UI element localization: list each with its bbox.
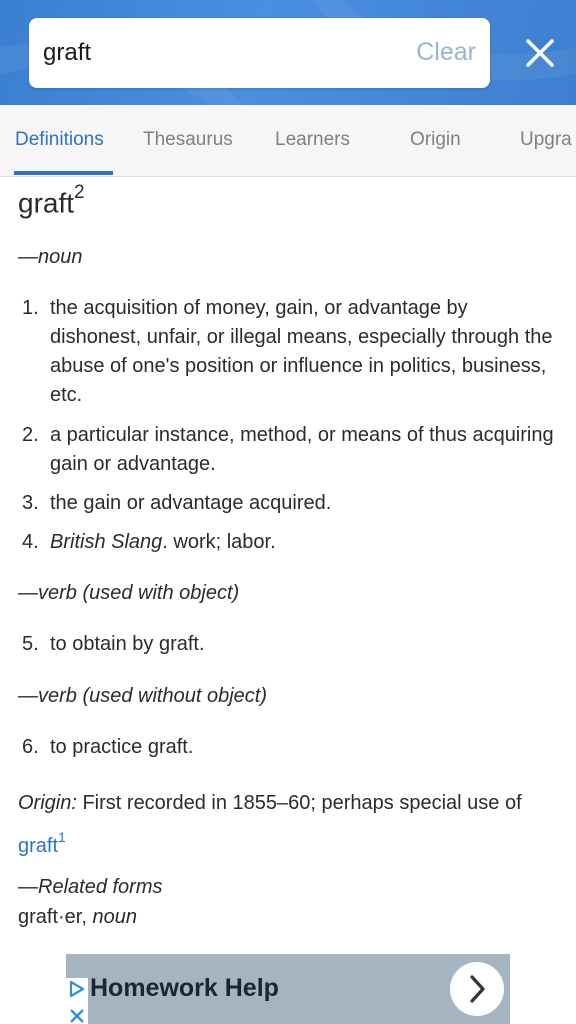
related-form-word: graft·er (18, 906, 82, 928)
close-button[interactable] (520, 33, 560, 73)
ad-title: Homework Help (90, 974, 279, 1002)
definition-text: . work; labor. (162, 531, 276, 553)
definition-number: 5. (22, 633, 39, 655)
clear-button[interactable]: Clear (416, 38, 476, 66)
ad-banner[interactable] (66, 954, 510, 1024)
part-of-speech-label: —verb (used without object) (18, 685, 268, 707)
definition-item (22, 421, 562, 479)
definition-number: 3. (22, 492, 39, 514)
ad-choices-icon (66, 978, 88, 1000)
definition-number: 4. (22, 531, 39, 553)
tab-definitions[interactable]: Definitions (15, 129, 104, 150)
headword (18, 182, 85, 219)
part-of-speech-label: —verb (used with object) (18, 582, 240, 604)
tab-thesaurus[interactable]: Thesaurus (143, 129, 233, 150)
definition-item (22, 733, 562, 762)
origin-section (18, 785, 563, 864)
origin-text: First recorded in 1855–60; perhaps special use of (82, 792, 522, 814)
definition-number: 6. (22, 736, 39, 758)
part-of-speech-label: —noun (18, 246, 83, 268)
definition-text-wrapper (50, 528, 562, 557)
definition-text: to practice graft. (50, 736, 194, 758)
close-icon (520, 33, 560, 73)
definition-item (22, 489, 562, 518)
tab-origin[interactable]: Origin (410, 129, 461, 150)
origin-link-sup: 1 (58, 829, 66, 845)
related-form: graft·er, noun (18, 906, 137, 928)
ad-arrow-button[interactable] (450, 962, 504, 1016)
definition-text: to obtain by graft. (50, 633, 205, 655)
origin-label: Origin: (18, 792, 77, 814)
homograph-number: 2 (74, 182, 85, 203)
search-box (29, 18, 490, 88)
definition-text: a particular instance, method, or means of thus acquiring gain or advantage. (50, 424, 554, 475)
tab-upgrade[interactable]: Upgra (520, 129, 572, 150)
active-tab-indicator (14, 171, 113, 175)
definition-item (22, 294, 562, 410)
definition-item (22, 630, 562, 659)
related-form-pos: noun (92, 906, 137, 928)
search-input[interactable] (43, 36, 383, 70)
related-forms-label: —Related forms (18, 876, 163, 898)
headword-text: graft (18, 187, 75, 219)
ad-badge[interactable] (66, 978, 88, 1024)
usage-label: British Slang (50, 531, 163, 553)
definition-text: the gain or advantage acquired. (50, 492, 332, 514)
definition-number: 1. (22, 297, 39, 319)
app-header (0, 0, 576, 105)
definition-number: 2. (22, 424, 39, 446)
tab-bar (0, 105, 576, 177)
origin-link-graft[interactable] (18, 829, 66, 857)
tab-learners[interactable]: Learners (275, 129, 350, 150)
definition-text: the acquisition of money, gain, or advantage by dishonest, unfair, or illegal means, especially through the abuse of one's position or influence in politics, business, etc. (50, 297, 553, 406)
chevron-right-icon (450, 962, 504, 1016)
ad-close-icon (66, 1005, 88, 1024)
origin-link-text: graft (18, 834, 59, 857)
definition-item (22, 528, 562, 557)
